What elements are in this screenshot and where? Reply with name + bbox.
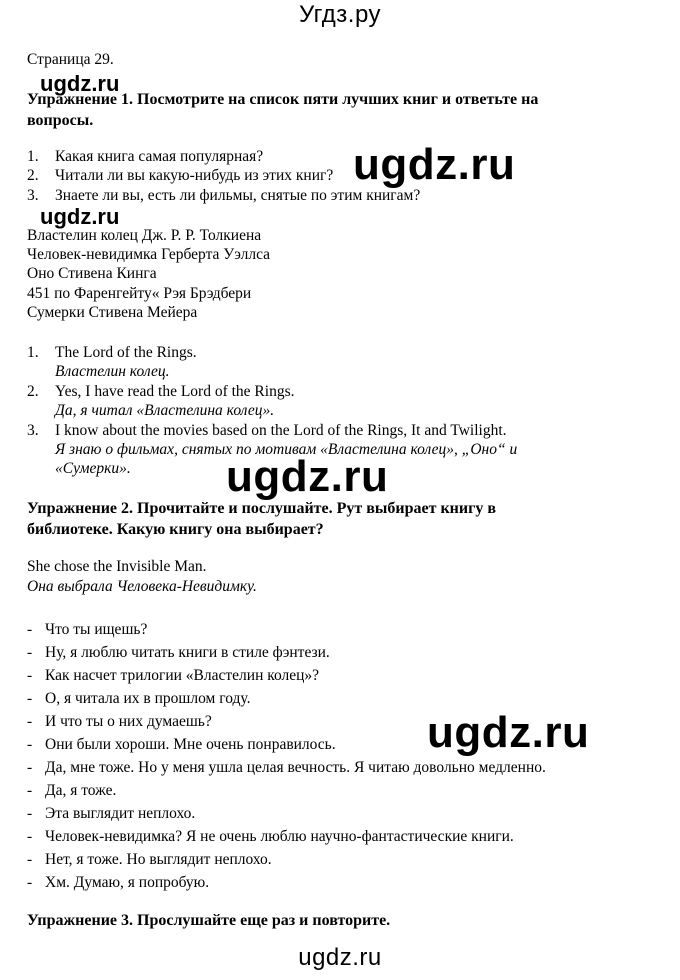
question-item — [27, 147, 263, 166]
exercise-2-title-cont: библиотеке. Какую книгу она выбирает? — [27, 521, 324, 538]
dialogue-dash: - — [27, 874, 33, 891]
answer-number: 3. — [27, 422, 39, 439]
answer-russian: Я знаю о фильмах, снятых по мотивам «Властелина колец», „Оно“ и — [55, 441, 518, 458]
dialogue-line — [27, 735, 336, 754]
dialogue-text: Они были хороши. Мне очень понравилось. — [45, 736, 336, 753]
book-item: Человек-невидимка Герберта Уэллса — [27, 246, 271, 263]
question-number: 2. — [27, 167, 39, 184]
dialogue-line — [27, 873, 209, 892]
dialogue-dash: - — [27, 667, 33, 684]
answer-item — [27, 382, 295, 401]
dialogue-text: Как насчет трилогии «Властелин колец»? — [45, 667, 320, 684]
answer-english: The Lord of the Rings. — [55, 344, 197, 361]
dialogue-line — [27, 712, 212, 731]
dialogue-line — [27, 620, 147, 639]
dialogue-text: О, я читала их в прошлом году. — [45, 690, 251, 707]
dialogue-text: Что ты ищешь? — [45, 621, 148, 638]
dialogue-dash: - — [27, 713, 33, 730]
answer-russian: Да, я читал «Властелина колец». — [55, 402, 275, 419]
dialogue-dash: - — [27, 759, 33, 776]
question-item — [27, 186, 420, 205]
dialogue-line — [27, 781, 116, 800]
question-number: 1. — [27, 148, 39, 165]
dialogue-line — [27, 850, 272, 869]
watermark-big: ugdz.ru — [427, 708, 590, 757]
site-footer-link[interactable]: ugdz.ru — [298, 944, 382, 971]
dialogue-text: Да, я тоже. — [45, 782, 117, 799]
watermark-big: ugdz.ru — [353, 140, 516, 189]
question-text: Какая книга самая популярная? — [55, 148, 264, 165]
dialogue-line — [27, 689, 250, 708]
book-item: Оно Стивена Кинга — [27, 265, 157, 282]
site-header-title[interactable]: Угдз.ру — [298, 1, 382, 28]
exercise-2-answer-russian: Она выбрала Человека-Невидимку. — [27, 578, 257, 595]
dialogue-line — [27, 643, 330, 662]
answer-item — [27, 343, 197, 362]
answer-number: 1. — [27, 344, 39, 361]
book-item: Властелин колец Дж. Р. Р. Толкиена — [27, 227, 262, 244]
exercise-2-title: Упражнение 2. Прочитайте и послушайте. Рут выбирает книгу в — [27, 500, 497, 517]
dialogue-dash: - — [27, 805, 33, 822]
question-text: Знаете ли вы, есть ли фильмы, снятые по этим книгам? — [55, 187, 421, 204]
answer-russian: Властелин колец. — [55, 363, 170, 380]
dialogue-line — [27, 827, 514, 846]
watermark-big: ugdz.ru — [226, 452, 389, 501]
book-item: 451 по Фаренгейту« Рэя Брэдбери — [27, 285, 252, 302]
exercise-2-answer-english: She chose the Invisible Man. — [27, 558, 207, 575]
dialogue-text: Человек-невидимка? Я не очень люблю научно-фантастические книги. — [45, 828, 514, 845]
dialogue-dash: - — [27, 851, 33, 868]
dialogue-text: Хм. Думаю, я попробую. — [45, 874, 210, 891]
watermark-small: ugdz.ru — [40, 204, 120, 229]
dialogue-dash: - — [27, 690, 33, 707]
dialogue-text: И что ты о них думаешь? — [45, 713, 212, 730]
answer-english: Yes, I have read the Lord of the Rings. — [55, 383, 295, 400]
dialogue-dash: - — [27, 782, 33, 799]
dialogue-line — [27, 666, 319, 685]
dialogue-dash: - — [27, 736, 33, 753]
question-item — [27, 166, 333, 185]
dialogue-text: Эта выглядит неплохо. — [45, 805, 196, 822]
answer-number: 2. — [27, 383, 39, 400]
exercise-1-title-cont: вопросы. — [27, 112, 94, 129]
question-text: Читали ли вы какую-нибудь из этих книг? — [55, 167, 334, 184]
book-item: Сумерки Стивена Мейера — [27, 304, 198, 321]
dialogue-dash: - — [27, 644, 33, 661]
dialogue-line — [27, 804, 195, 823]
watermark-small: ugdz.ru — [40, 71, 120, 96]
answer-english: I know about the movies based on the Lord of the Rings, It and Twilight. — [55, 422, 507, 439]
page-label: Страница 29. — [27, 51, 114, 68]
question-number: 3. — [27, 187, 39, 204]
dialogue-dash: - — [27, 621, 33, 638]
dialogue-text: Да, мне тоже. Но у меня ушла целая вечность. Я читаю довольно медленно. — [45, 759, 546, 776]
exercise-3-title: Упражнение 3. Прослушайте еще раз и повторите. — [27, 912, 391, 929]
answer-russian-cont: «Сумерки». — [55, 460, 131, 477]
dialogue-text: Ну, я люблю читать книги в стиле фэнтези. — [45, 644, 330, 661]
dialogue-dash: - — [27, 828, 33, 845]
exercise-1-title: Упражнение 1. Посмотрите на список пяти лучших книг и ответьте на — [27, 91, 539, 108]
dialogue-line — [27, 758, 546, 777]
answer-item — [27, 421, 507, 440]
dialogue-text: Нет, я тоже. Но выглядит неплохо. — [45, 851, 272, 868]
